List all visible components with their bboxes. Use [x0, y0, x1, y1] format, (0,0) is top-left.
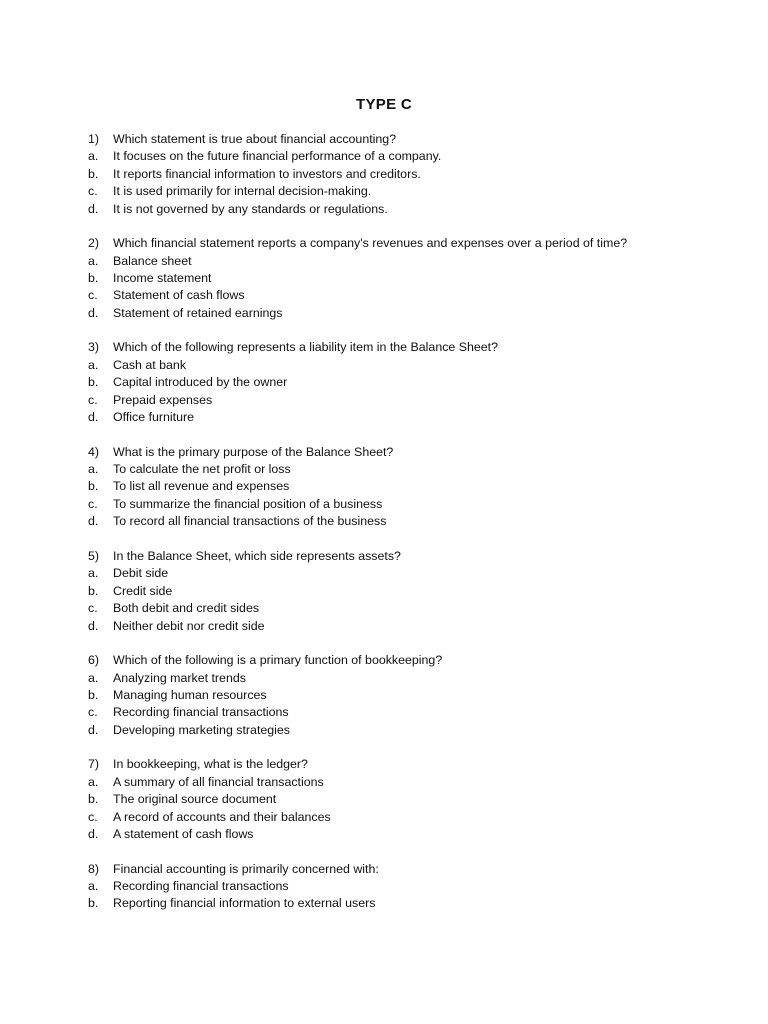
- question-6: [88, 652, 728, 739]
- option-a: [88, 357, 728, 374]
- option-text: Both debit and credit sides: [113, 601, 260, 616]
- option-label: b.: [88, 271, 99, 286]
- question-stem: [88, 131, 728, 148]
- option-text: To calculate the net profit or loss: [113, 462, 291, 477]
- option-text: Income statement: [113, 271, 212, 286]
- option-c: [88, 809, 728, 826]
- option-label: c.: [88, 601, 98, 616]
- question-4: [88, 444, 728, 531]
- option-label: a.: [88, 878, 99, 893]
- option-label: b.: [88, 896, 99, 911]
- option-label: a.: [88, 357, 99, 372]
- option-d: [88, 305, 728, 322]
- question-5: [88, 548, 728, 635]
- option-text: To list all revenue and expenses: [113, 479, 290, 494]
- option-text: It is used primarily for internal decision-making.: [113, 184, 372, 199]
- option-c: [88, 392, 728, 409]
- option-label: d.: [88, 410, 99, 425]
- option-text: To record all financial transactions of the business: [113, 514, 387, 529]
- option-text: Balance sheet: [113, 253, 192, 268]
- question-text: Which of the following represents a liability item in the Balance Sheet?: [113, 340, 499, 355]
- question-text: In bookkeeping, what is the ledger?: [113, 757, 308, 772]
- question-stem: [88, 444, 728, 461]
- option-label: d.: [88, 514, 99, 529]
- option-b: [88, 583, 728, 600]
- option-a: [88, 148, 728, 165]
- option-b: [88, 478, 728, 495]
- option-label: b.: [88, 792, 99, 807]
- question-stem: [88, 756, 728, 773]
- question-number: 6): [88, 653, 100, 668]
- option-text: Recording financial transactions: [113, 878, 289, 893]
- option-label: a.: [88, 774, 99, 789]
- question-text: Which financial statement reports a company's revenues and expenses over a period of time?: [113, 236, 628, 251]
- option-label: a.: [88, 566, 99, 581]
- question-number: 1): [88, 132, 100, 146]
- option-b: [88, 791, 728, 808]
- option-label: d.: [88, 201, 99, 216]
- question-7: [88, 756, 728, 843]
- option-c: [88, 183, 728, 200]
- option-text: Cash at bank: [113, 357, 187, 372]
- option-a: [88, 461, 728, 478]
- option-text: Prepaid expenses: [113, 392, 213, 407]
- option-b: [88, 166, 728, 183]
- option-label: a.: [88, 462, 99, 477]
- option-c: [88, 704, 728, 721]
- option-c: [88, 496, 728, 513]
- question-number: 5): [88, 548, 100, 563]
- option-text: Neither debit nor credit side: [113, 618, 265, 633]
- option-label: b.: [88, 583, 99, 598]
- option-a: [88, 253, 728, 270]
- question-text: In the Balance Sheet, which side represents assets?: [113, 548, 401, 563]
- option-text: A record of accounts and their balances: [113, 809, 331, 824]
- option-a: [88, 878, 728, 895]
- option-label: a.: [88, 670, 99, 685]
- question-stem: [88, 652, 728, 669]
- option-text: Debit side: [113, 566, 169, 581]
- option-c: [88, 287, 728, 304]
- option-d: [88, 722, 728, 739]
- option-c: [88, 600, 728, 617]
- option-a: [88, 670, 728, 687]
- option-b: [88, 895, 728, 912]
- question-text: Which of the following is a primary function of bookkeeping?: [113, 653, 443, 668]
- option-label: a.: [88, 149, 99, 164]
- option-text: Developing marketing strategies: [113, 722, 291, 737]
- question-number: 7): [88, 757, 100, 772]
- option-text: Statement of cash flows: [113, 288, 245, 303]
- option-d: [88, 409, 728, 426]
- option-label: d.: [88, 826, 99, 841]
- question-1: [88, 131, 728, 218]
- question-stem: [88, 339, 728, 356]
- option-label: b.: [88, 479, 99, 494]
- option-text: Managing human resources: [113, 687, 267, 702]
- option-text: Reporting financial information to external users: [113, 896, 376, 911]
- option-label: c.: [88, 809, 98, 824]
- option-label: b.: [88, 166, 99, 181]
- question-2: [88, 235, 728, 322]
- option-label: c.: [88, 184, 98, 199]
- option-label: b.: [88, 687, 99, 702]
- option-text: Recording financial transactions: [113, 705, 289, 720]
- option-label: d.: [88, 618, 99, 633]
- option-text: It focuses on the future financial performance of a company.: [113, 149, 442, 164]
- question-8: [88, 861, 728, 913]
- option-text: Capital introduced by the owner: [113, 375, 288, 390]
- option-label: c.: [88, 288, 98, 303]
- option-label: d.: [88, 305, 99, 320]
- question-number: 2): [88, 236, 100, 251]
- option-text: A statement of cash flows: [113, 826, 254, 841]
- option-b: [88, 270, 728, 287]
- option-text: It is not governed by any standards or regulations.: [113, 201, 388, 216]
- option-text: To summarize the financial position of a business: [113, 496, 383, 511]
- option-text: It reports financial information to investors and creditors.: [113, 166, 421, 181]
- question-stem: [88, 548, 728, 565]
- question-stem: [88, 861, 728, 878]
- option-label: c.: [88, 392, 98, 407]
- question-text: What is the primary purpose of the Balance Sheet?: [113, 444, 394, 459]
- option-label: c.: [88, 705, 98, 720]
- option-b: [88, 687, 728, 704]
- option-b: [88, 374, 728, 391]
- option-a: [88, 565, 728, 582]
- question-number: 4): [88, 444, 100, 459]
- question-text: Which statement is true about financial accounting?: [113, 132, 397, 146]
- option-text: Credit side: [113, 583, 173, 598]
- page-title: TYPE C: [356, 96, 412, 113]
- question-number: 3): [88, 340, 100, 355]
- option-d: [88, 618, 728, 635]
- question-list: [88, 131, 728, 930]
- option-label: c.: [88, 496, 98, 511]
- option-d: [88, 513, 728, 530]
- option-d: [88, 826, 728, 843]
- question-3: [88, 339, 728, 426]
- option-label: b.: [88, 375, 99, 390]
- option-text: The original source document: [113, 792, 277, 807]
- question-text: Financial accounting is primarily concerned with:: [113, 861, 379, 876]
- question-stem: [88, 235, 728, 252]
- option-text: Statement of retained earnings: [113, 305, 283, 320]
- option-text: Analyzing market trends: [113, 670, 246, 685]
- option-d: [88, 201, 728, 218]
- option-text: Office furniture: [113, 410, 195, 425]
- question-number: 8): [88, 861, 100, 876]
- option-text: A summary of all financial transactions: [113, 774, 324, 789]
- option-a: [88, 774, 728, 791]
- option-label: a.: [88, 253, 99, 268]
- option-label: d.: [88, 722, 99, 737]
